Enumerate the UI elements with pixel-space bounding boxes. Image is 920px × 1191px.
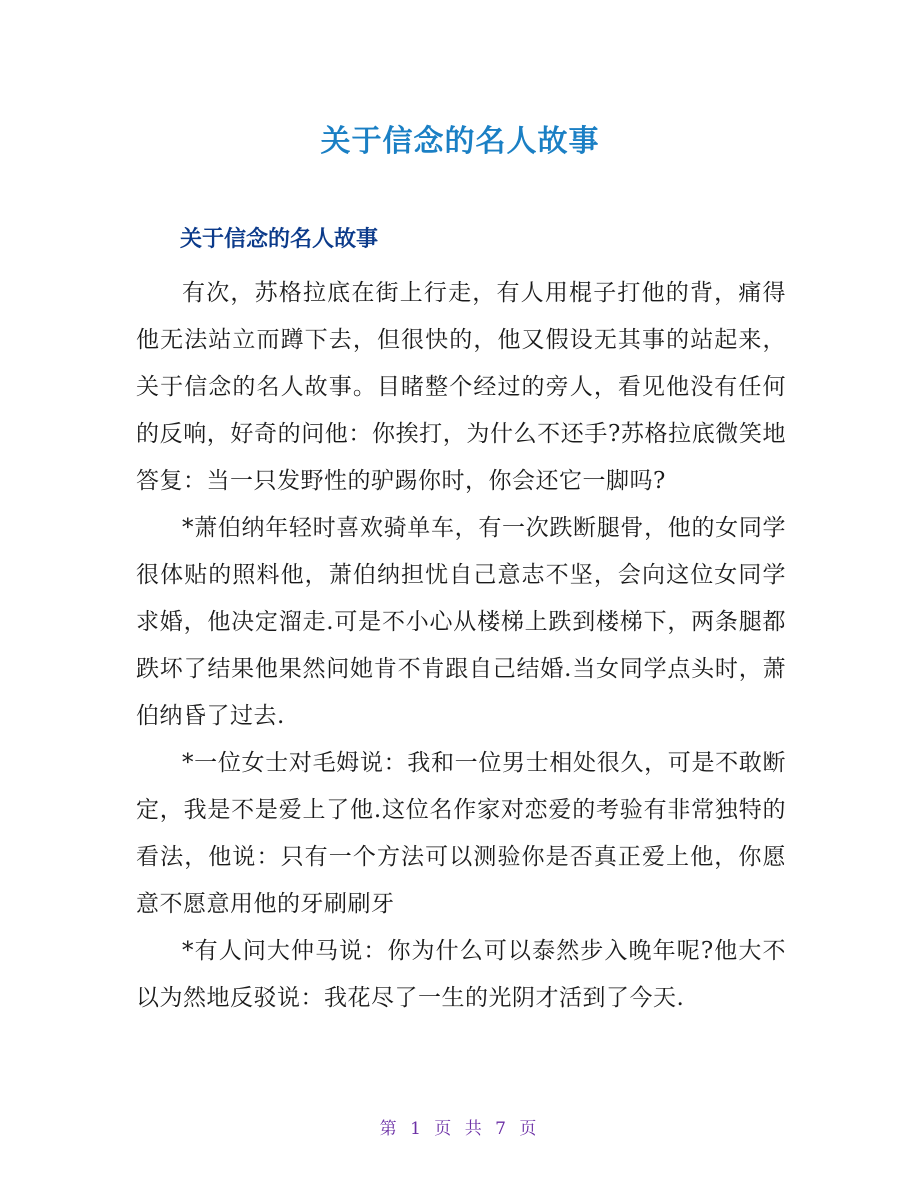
paragraph-maugham: *一位女士对毛姆说：我和一位男士相处很久，可是不敢断定，我是不是爱上了他.这位名作家对恋爱的考验有非常独特的看法，他说：只有一个方法可以测验你是否真正爱上他，你愿意不愿意用他的牙刷刷牙 <box>136 750 786 917</box>
paragraph-dumas: *有人问大仲马说：你为什么可以泰然步入晚年呢?他大不以为然地反驳说：我花尽了一生的光阴才活到了今天. <box>136 938 786 1011</box>
page-number-footer: 第 1 页 共 7 页 <box>379 1119 541 1139</box>
paragraph-shaw: *萧伯纳年轻时喜欢骑单车，有一次跌断腿骨，他的女同学很体贴的照料他，萧伯纳担忧自己意志不坚，会向这位女同学求婚，他决定溜走.可是不小心从楼梯上跌到楼梯下，两条腿都跌坏了结果他果然问她肯不肯跟自己结婚.当女同学点头时，萧伯纳昏了过去. <box>136 515 786 729</box>
document-title: 关于信念的名人故事 <box>320 124 600 159</box>
document-body <box>136 270 786 1022</box>
paragraph-socrates: 有次，苏格拉底在街上行走，有人用棍子打他的背，痛得他无法站立而蹲下去，但很快的，他又假设无其事的站起来，关于信念的名人故事。目睹整个经过的旁人，看见他没有任何的反响，好奇的问他：你挨打，为什么不还手?苏格拉底微笑地答复：当一只发野性的驴踢你时，你会还它一脚吗? <box>136 280 786 494</box>
section-heading: 关于信念的名人故事 <box>180 227 379 252</box>
